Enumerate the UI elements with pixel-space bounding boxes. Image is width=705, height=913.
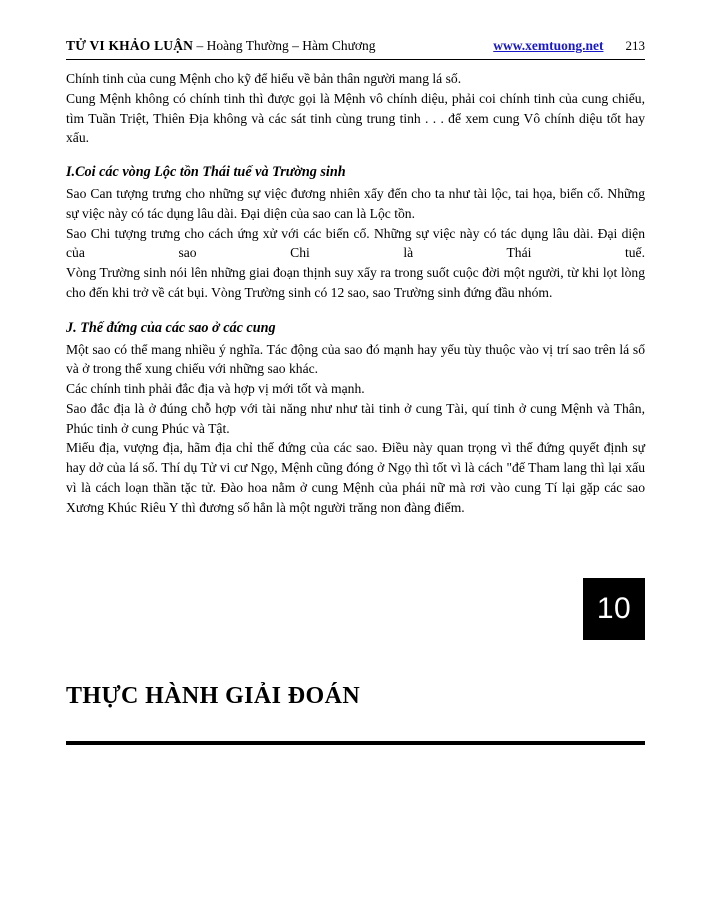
paragraph: Chính tinh của cung Mệnh cho kỹ để hiểu về bản thân người mang lá số. <box>66 71 462 86</box>
header-divider <box>66 59 645 60</box>
paragraph: Các chính tinh phải đắc địa và hợp vị mới tốt và mạnh. <box>66 381 365 397</box>
paragraph: Vòng Trường sinh nói lên những giai đoạn thịnh suy xẩy ra trong suốt cuộc đời một người, từ khi lọt lòng cho đến khi trở về cát bụi. Vòng Trường sinh có 12 sao, sao Trường sinh đứng đầu nhóm. <box>66 265 645 300</box>
book-title: TỬ VI KHẢO LUẬN <box>66 38 194 53</box>
chapter-number-badge: 10 <box>583 578 645 640</box>
chapter-divider <box>66 741 645 745</box>
paragraph: Cung Mệnh không có chính tinh thì được gọi là Mệnh vô chính diệu, phải coi chính tinh của cung chiếu, tìm Tuần Triệt, Thiên Địa không và các sát tinh cùng trung tinh . . . để xem cung Vô chính diệu tốt hay xấu. <box>66 90 645 146</box>
section-heading-i: I.Coi các vòng Lộc tồn Thái tuế và Trường sinh <box>66 164 346 181</box>
paragraph: Sao Chi tượng trưng cho cách ứng xử với các biến cố. Những sự việc này có tác dụng lâu dài. Đại diện của sao Chi là Thái tuế. <box>66 225 645 261</box>
page-number: 213 <box>625 38 645 53</box>
body-text <box>66 69 645 518</box>
page-header <box>66 38 645 58</box>
website-link[interactable]: www.xemtuong.net <box>493 38 604 53</box>
paragraph: Miếu địa, vượng địa, hãm địa chỉ thế đứng của các sao. Điều này quan trọng vì thế đứng quyết định sự hay dở của lá số. Thí dụ Tử vi cư Ngọ, Mệnh cũng đóng ở Ngọ thì tốt vì là cách "đế Tham lang thì lại xấu vì là cách loạn thần tặc tử. Đào hoa nằm ở cung Mệnh của phái nữ mà rơi vào cung Tí lại gặp các sao Xương Khúc Riêu Y thì đương số hẳn là một người trăng non đàng điểm. <box>66 440 645 515</box>
book-authors: – Hoàng Thường – Hàm Chương <box>196 38 376 53</box>
paragraph: Sao đắc địa là ở đúng chỗ hợp với tài năng như như tài tinh ở cung Tài, quí tinh ở cung Mệnh và Thân, Phúc tinh ở cung Phúc và Tật. <box>66 400 645 436</box>
chapter-title: THỰC HÀNH GIẢI ĐOÁN <box>66 682 361 709</box>
chapter-opener <box>66 578 645 778</box>
paragraph: Một sao có thể mang nhiều ý nghĩa. Tác động của sao đó mạnh hay yếu tùy thuộc vào vị trí sao trên lá số và ở trong thế xung chiếu với những sao khác. <box>66 341 645 377</box>
section-heading-j: J. Thế đứng của các sao ở các cung <box>66 319 276 336</box>
paragraph: Sao Can tượng trưng cho những sự việc đương nhiên xẩy đến cho ta như tài lộc, tai họa, biến cố. Những sự việc này có tác dụng lâu dài. Đại diện của sao can là Lộc tồn. <box>66 186 645 221</box>
